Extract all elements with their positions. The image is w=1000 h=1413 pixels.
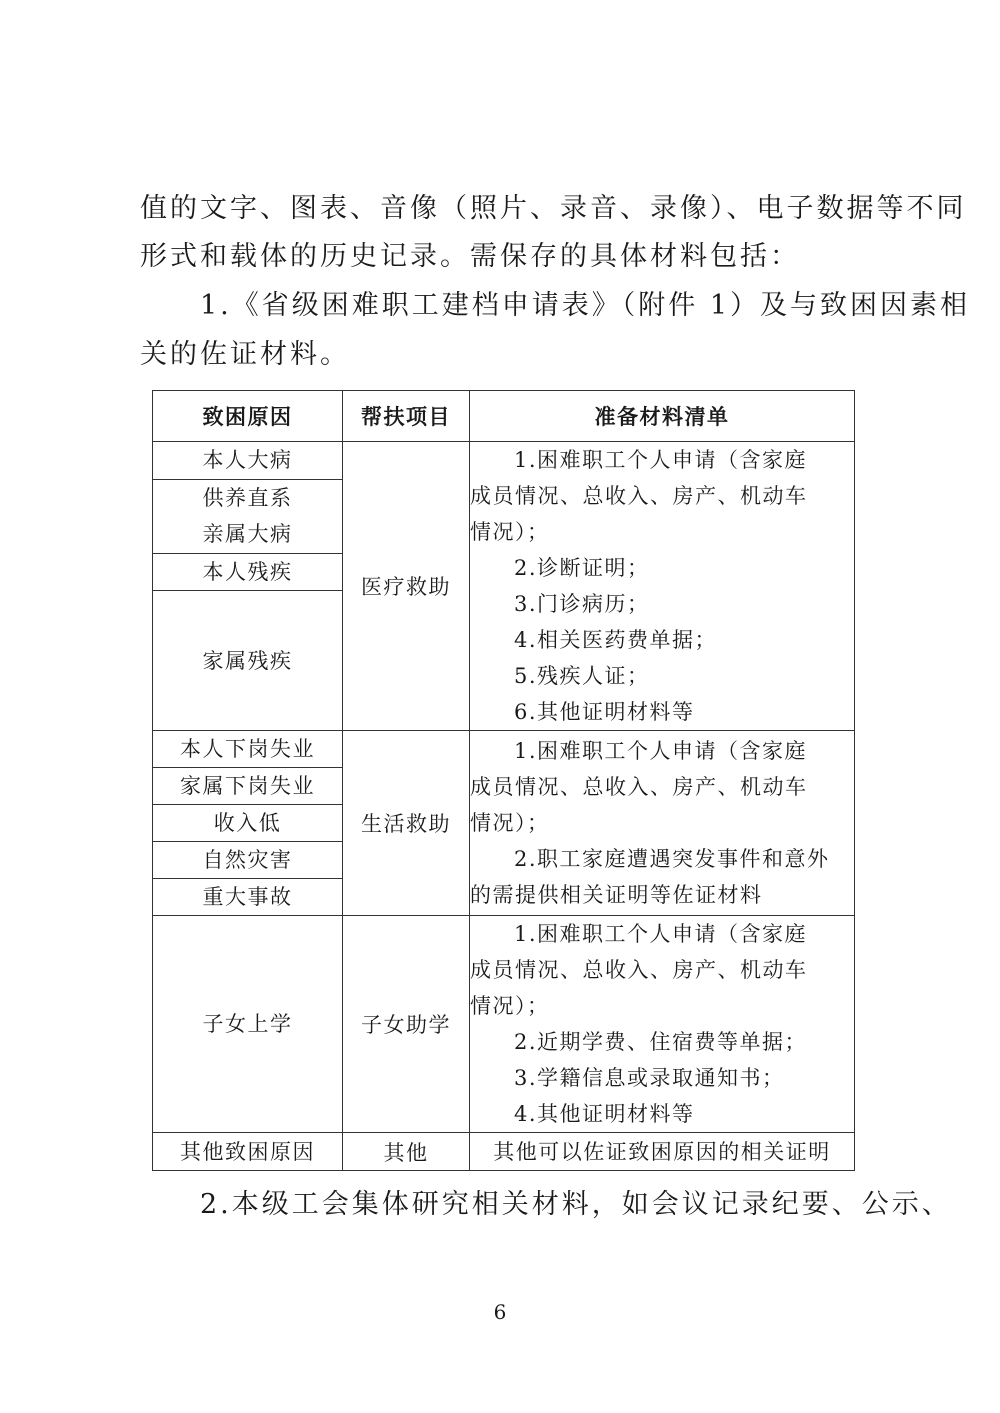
- table-header-row: [153, 391, 855, 442]
- material-line: 6.其他证明材料等: [514, 700, 695, 724]
- cause-cell: 家属残疾: [153, 591, 343, 731]
- material-line: 1.困难职工个人申请（含家庭: [514, 448, 808, 472]
- material-line: 3.学籍信息或录取通知书；: [514, 1066, 785, 1090]
- body-line-after-table: 2.本级工会集体研究相关材料，如会议记录纪要、公示、: [140, 1189, 952, 1220]
- material-line: 2.职工家庭遭遇突发事件和意外: [514, 847, 830, 871]
- material-line: 成员情况、总收入、房产、机动车: [470, 775, 808, 799]
- cause-cell: 本人下岗失业: [153, 731, 343, 768]
- materials-medical: [470, 442, 855, 731]
- header-cause: 致困原因: [153, 391, 343, 442]
- materials-living: [470, 731, 855, 916]
- page-number: 6: [493, 1300, 507, 1324]
- header-item: 帮扶项目: [343, 391, 470, 442]
- material-line: 成员情况、总收入、房产、机动车: [470, 484, 808, 508]
- cause-cell: 其他致困原因: [153, 1133, 343, 1171]
- materials-table: [152, 390, 855, 1171]
- material-line: 2.近期学费、住宿费等单据；: [514, 1030, 808, 1054]
- material-line: 成员情况、总收入、房产、机动车: [470, 958, 808, 982]
- materials-other: 其他可以佐证致困原因的相关证明: [470, 1133, 855, 1171]
- cause-cell: 家属下岗失业: [153, 768, 343, 805]
- cause-line: 亲属大病: [202, 522, 293, 547]
- material-line: 情况）；: [470, 994, 550, 1018]
- header-materials: 准备材料清单: [470, 391, 855, 442]
- item-living: 生活救助: [343, 731, 470, 916]
- material-line: 4.其他证明材料等: [514, 1102, 695, 1126]
- cause-cell: 重大事故: [153, 879, 343, 916]
- cause-cell: 本人大病: [153, 442, 343, 480]
- material-line: 1.困难职工个人申请（含家庭: [514, 739, 808, 763]
- materials-education: [470, 916, 855, 1133]
- cause-cell: 自然灾害: [153, 842, 343, 879]
- cause-cell: 子女上学: [153, 916, 343, 1133]
- cause-cell: [153, 479, 343, 553]
- material-line: 1.困难职工个人申请（含家庭: [514, 922, 808, 946]
- material-line: 5.残疾人证；: [514, 664, 650, 688]
- material-line: 3.门诊病历；: [514, 592, 650, 616]
- body-line-2: 形式和载体的历史记录。需保存的具体材料包括：: [140, 241, 800, 272]
- table-row: [153, 916, 855, 1133]
- table-row: [153, 731, 855, 768]
- cause-cell: 本人残疾: [153, 553, 343, 591]
- table-row: [153, 442, 855, 480]
- body-line-1: 值的文字、图表、音像（照片、录音、录像）、电子数据等不同: [140, 193, 967, 224]
- table-row: [153, 1133, 855, 1171]
- material-line: 的需提供相关证明等佐证材料: [470, 883, 763, 907]
- material-line: 情况）；: [470, 811, 550, 835]
- body-line-3: 1.《省级困难职工建档申请表》（附件 1）及与致困因素相: [140, 290, 971, 321]
- item-medical: 医疗救助: [343, 442, 470, 731]
- material-line: 4.相关医药费单据；: [514, 628, 718, 652]
- item-other: 其他: [343, 1133, 470, 1171]
- cause-line: 供养直系: [202, 486, 293, 511]
- material-line: 情况）；: [470, 520, 550, 544]
- cause-cell: 收入低: [153, 805, 343, 842]
- body-line-4: 关的佐证材料。: [140, 339, 350, 370]
- material-line: 2.诊断证明；: [514, 556, 650, 580]
- item-education: 子女助学: [343, 916, 470, 1133]
